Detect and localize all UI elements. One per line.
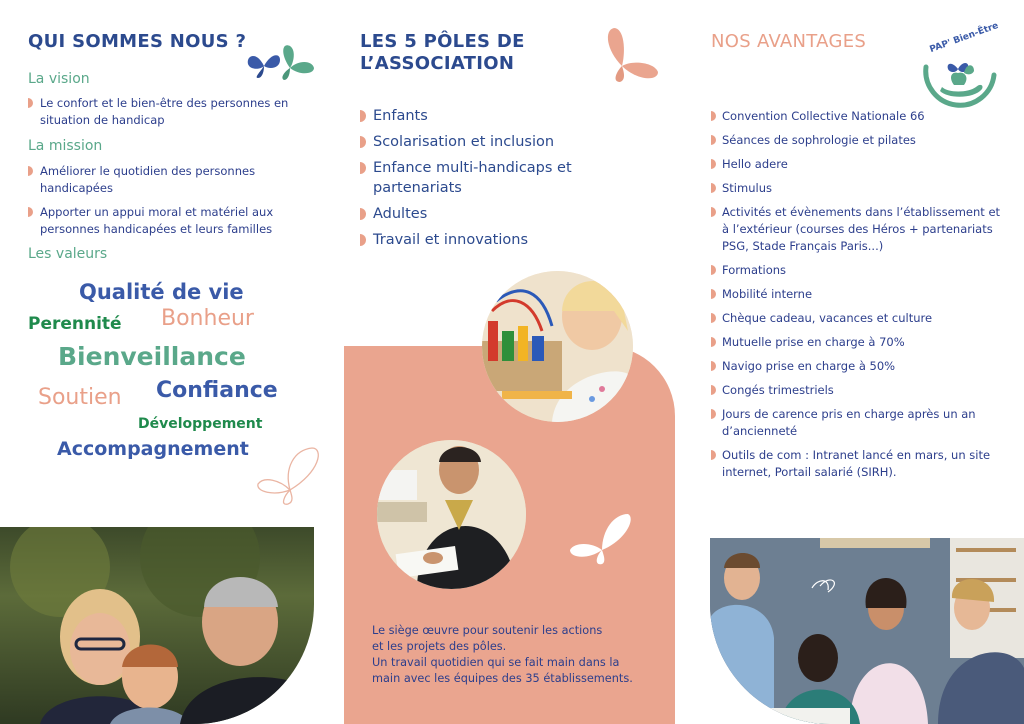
avantage-item: Mobilité interne xyxy=(711,286,1001,303)
value-word: Perennité xyxy=(28,314,122,334)
avantage-item: Activités et évènements dans l’établissement et à l’extérieur (courses des Héros + partenariats PSG, Stade Français Paris...) xyxy=(711,204,1001,255)
photo-child xyxy=(482,271,633,422)
section-title-qui-sommes-nous: QUI SOMMES NOUS ? xyxy=(28,31,247,52)
avantage-item: Jours de carence pris en charge après un an d’ancienneté xyxy=(711,406,1001,440)
footer-line: Un travail quotidien qui se fait main dans la xyxy=(372,656,620,669)
avantage-item: Formations xyxy=(711,262,1001,279)
value-word: Bienveillance xyxy=(58,342,246,371)
poles-title-line2: L’ASSOCIATION xyxy=(360,53,515,74)
value-word: Confiance xyxy=(156,378,278,403)
poles-list xyxy=(360,106,620,250)
vision-label: La vision xyxy=(28,71,90,87)
avantage-item: Hello adere xyxy=(711,156,1001,173)
valeurs-label: Les valeurs xyxy=(28,246,108,262)
value-word: Bonheur xyxy=(161,306,254,331)
avantage-item: Stimulus xyxy=(711,180,1001,197)
value-word: Développement xyxy=(138,416,263,432)
avantage-item: Mutuelle prise en charge à 70% xyxy=(711,334,1001,351)
section-title-avantages: NOS AVANTAGES xyxy=(711,31,867,52)
avantage-item: Séances de sophrologie et pilates xyxy=(711,132,1001,149)
poles-title-line1: LES 5 PÔLES DE xyxy=(360,31,525,52)
photo-team xyxy=(710,538,1024,724)
footer-line: Le siège œuvre pour soutenir les actions xyxy=(372,624,603,637)
butterfly-outline-icon xyxy=(254,446,326,510)
pole-item: Scolarisation et inclusion xyxy=(360,132,620,152)
section-title-poles xyxy=(360,31,525,75)
footer-line: main avec les équipes des 35 établissements. xyxy=(372,672,633,685)
butterfly-icon xyxy=(602,26,660,86)
photo-family xyxy=(0,527,314,724)
butterflies-icon xyxy=(244,42,320,86)
mission-label: La mission xyxy=(28,138,103,154)
pole-item: Adultes xyxy=(360,204,620,224)
avantages-list xyxy=(711,108,1001,481)
avantage-item: Chèque cadeau, vacances et culture xyxy=(711,310,1001,327)
avantage-item: Convention Collective Nationale 66 xyxy=(711,108,1001,125)
butterfly-white-icon xyxy=(568,512,634,570)
value-word: Qualité de vie xyxy=(79,280,244,304)
logo-text: PAP' Bien-Être xyxy=(928,20,1000,56)
poles-footer-text xyxy=(372,623,662,687)
pole-item: Enfance multi-handicaps et partenariats xyxy=(360,158,620,198)
avantage-item: Congés trimestriels xyxy=(711,382,1001,399)
pap-bien-etre-logo xyxy=(918,20,1000,109)
pole-item: Enfants xyxy=(360,106,620,126)
photo-man xyxy=(377,440,526,589)
footer-line: et les projets des pôles. xyxy=(372,640,507,653)
value-word: Accompagnement xyxy=(57,438,249,460)
avantage-item: Outils de com : Intranet lancé en mars, un site internet, Portail salarié (SIRH). xyxy=(711,447,1001,481)
mission-item: Apporter un appui moral et matériel aux personnes handicapées et leurs familles xyxy=(28,204,278,238)
mission-item: Améliorer le quotidien des personnes handicapées xyxy=(28,163,278,197)
vision-item: Le confort et le bien-être des personnes en situation de handicap xyxy=(28,95,300,129)
value-word: Soutien xyxy=(38,385,122,410)
avantage-item: Navigo prise en charge à 50% xyxy=(711,358,1001,375)
pole-item: Travail et innovations xyxy=(360,230,620,250)
